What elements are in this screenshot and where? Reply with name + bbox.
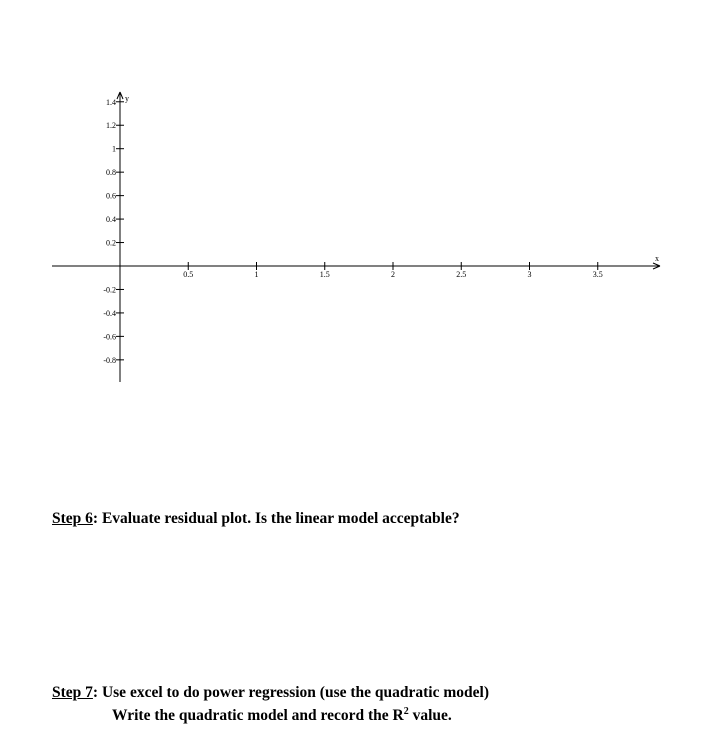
step-7-text-line2-b: value. <box>408 707 452 725</box>
y-tick-label: 0.4 <box>106 215 116 225</box>
y-tick-label: -0.8 <box>103 355 116 365</box>
x-tick-label: 1.5 <box>319 270 330 279</box>
x-tick-label: 3.5 <box>592 270 603 279</box>
y-tick-label: 1.4 <box>106 97 116 107</box>
x-axis-label: x <box>655 254 659 263</box>
step-7-label: Step 7 <box>52 684 93 701</box>
step-7-text-line2 <box>52 702 489 725</box>
step-6-instruction <box>52 509 460 528</box>
y-tick-label: -0.4 <box>103 308 116 318</box>
step-7-text-line1: : Use excel to do power regression (use the quadratic model) <box>92 684 489 701</box>
step-7-instruction <box>52 683 489 725</box>
y-tick-label: -0.2 <box>103 285 116 295</box>
step-6-label: Step 6 <box>52 510 93 527</box>
y-tick-label: 0.2 <box>106 238 116 248</box>
y-tick-label: 1.2 <box>106 121 116 131</box>
step-7-text-line2-a: Write the quadratic model and record the R <box>112 707 404 725</box>
r-squared-superscript: 2 <box>403 706 409 717</box>
y-tick-label: -0.6 <box>103 332 116 342</box>
x-tick-label: 2 <box>391 270 395 279</box>
y-tick-label: 0.8 <box>106 168 116 178</box>
y-tick-label: 0.6 <box>106 191 116 201</box>
x-tick-label: 3 <box>527 270 532 279</box>
x-tick-label: 1 <box>254 270 259 279</box>
y-tick-label: 1 <box>112 144 116 154</box>
step-6-text: : Evaluate residual plot. Is the linear model acceptable? <box>92 510 460 527</box>
x-tick-label: 2.5 <box>456 270 467 279</box>
y-axis-label: y <box>125 94 129 103</box>
x-tick-label: 0.5 <box>183 270 194 279</box>
